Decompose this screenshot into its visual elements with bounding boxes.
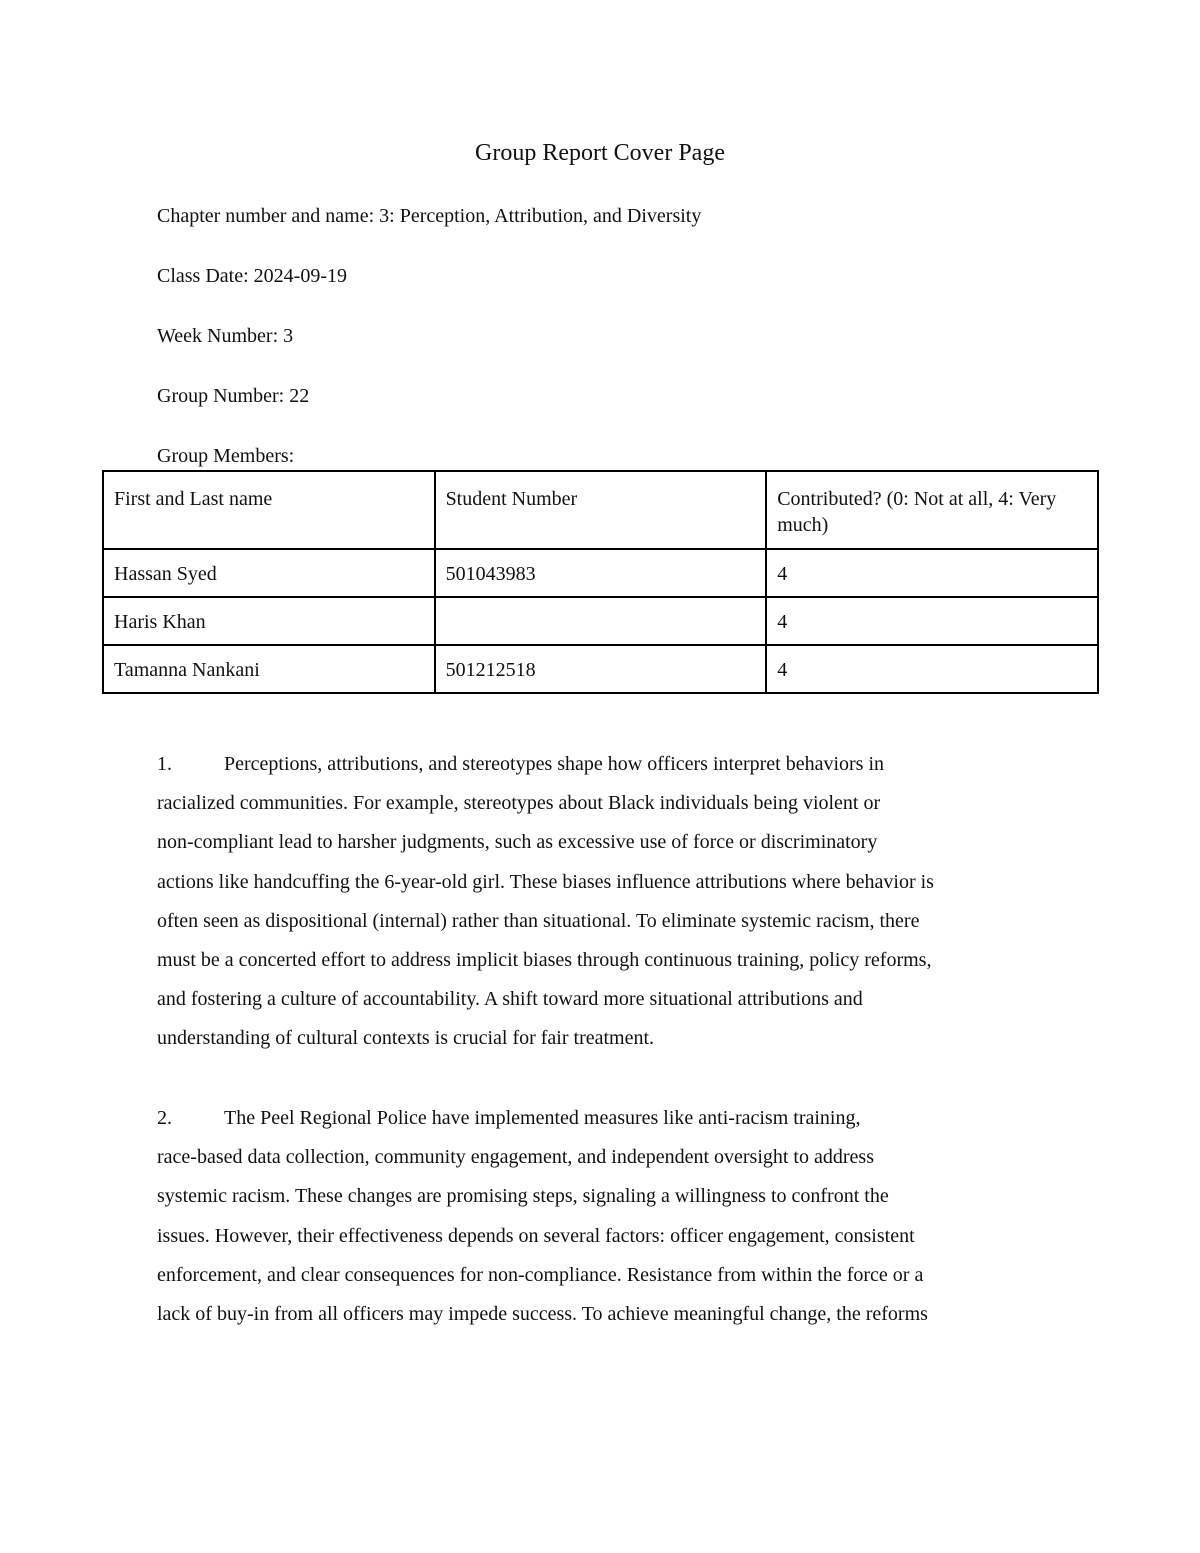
paragraph-line-text: The Peel Regional Police have implemented measures like anti-racism training,	[224, 1107, 861, 1129]
class-date-value: 2024-09-19	[253, 265, 347, 287]
class-date-label: Class Date:	[157, 265, 249, 287]
member-contribution: 4	[777, 563, 788, 585]
group-number-label: Group Number:	[157, 385, 285, 407]
table-header-cell	[766, 471, 1098, 549]
paragraph-line: often seen as dispositional (internal) rather than situational. To eliminate systemic racism, there	[157, 909, 920, 932]
week-number-field	[157, 322, 293, 350]
table-row	[103, 597, 1098, 645]
table-cell	[766, 549, 1098, 597]
table-cell	[435, 597, 767, 645]
paragraph-line: understanding of cultural contexts is crucial for fair treatment.	[157, 1027, 655, 1050]
week-number-label: Week Number:	[157, 325, 279, 347]
table-cell	[766, 645, 1098, 693]
chapter-label: Chapter number and name:	[157, 205, 375, 227]
paragraph-line: race-based data collection, community engagement, and independent oversight to address	[157, 1146, 874, 1169]
table-header-row	[103, 471, 1098, 549]
paragraph-line: racialized communities. For example, stereotypes about Black individuals being violent or	[157, 792, 881, 815]
week-number-value: 3	[283, 325, 294, 347]
member-contribution: 4	[777, 659, 788, 681]
table-row	[103, 645, 1098, 693]
member-name: Hassan Syed	[114, 563, 217, 585]
paragraph-line: lack of buy-in from all officers may impede success. To achieve meaningful change, the reforms	[157, 1303, 928, 1326]
group-number-field	[157, 382, 309, 410]
header-name: First and Last name	[114, 488, 273, 510]
paragraph-line: actions like handcuffing the 6-year-old girl. These biases influence attributions where behavior is	[157, 870, 934, 893]
group-members-field	[157, 442, 294, 470]
group-members-label: Group Members:	[157, 445, 295, 467]
chapter-value: 3: Perception, Attribution, and Diversity	[379, 205, 702, 227]
paragraph-line	[157, 1099, 1057, 1138]
answer-paragraph-2	[157, 1099, 1057, 1334]
table-cell	[103, 645, 435, 693]
paragraph-number: 2.	[157, 1107, 172, 1129]
member-contribution: 4	[777, 611, 788, 633]
paragraph-line: non-compliant lead to harsher judgments, such as excessive use of force or discriminatory	[157, 831, 878, 854]
paragraph-line: and fostering a culture of accountability. A shift toward more situational attributions and	[157, 988, 863, 1011]
paragraph-line: issues. However, their effectiveness depends on several factors: officer engagement, consistent	[157, 1224, 915, 1247]
paragraph-line: enforcement, and clear consequences for non-compliance. Resistance from within the force or a	[157, 1263, 924, 1286]
class-date-field	[157, 262, 347, 290]
group-number-value: 22	[289, 385, 310, 407]
paragraph-line: systemic racism. These changes are promising steps, signaling a willingness to confront the	[157, 1185, 889, 1208]
paragraph-number: 1.	[157, 753, 172, 775]
paragraph-line: must be a concerted effort to address implicit biases through continuous training, policy reforms,	[157, 949, 932, 972]
members-table	[102, 470, 1099, 694]
paragraph-line	[157, 745, 1057, 784]
header-contributed: Contributed? (0: Not at all, 4: Very much)	[777, 488, 1057, 536]
member-student-number: 501043983	[445, 563, 536, 585]
table-cell	[766, 597, 1098, 645]
member-name: Haris Khan	[114, 611, 206, 633]
table-cell	[103, 549, 435, 597]
header-student-number: Student Number	[445, 488, 578, 510]
chapter-field	[157, 202, 701, 230]
paragraph-line-text: Perceptions, attributions, and stereotypes shape how officers interpret behaviors in	[224, 753, 885, 775]
member-name: Tamanna Nankani	[114, 659, 260, 681]
answer-paragraph-1	[157, 745, 1057, 1059]
page-title: Group Report Cover Page	[475, 140, 725, 166]
table-header-cell	[435, 471, 767, 549]
table-header-cell	[103, 471, 435, 549]
table-row	[103, 549, 1098, 597]
table-cell	[435, 549, 767, 597]
member-student-number	[436, 598, 766, 614]
table-cell	[435, 645, 767, 693]
member-student-number: 501212518	[445, 659, 536, 681]
table-cell	[103, 597, 435, 645]
